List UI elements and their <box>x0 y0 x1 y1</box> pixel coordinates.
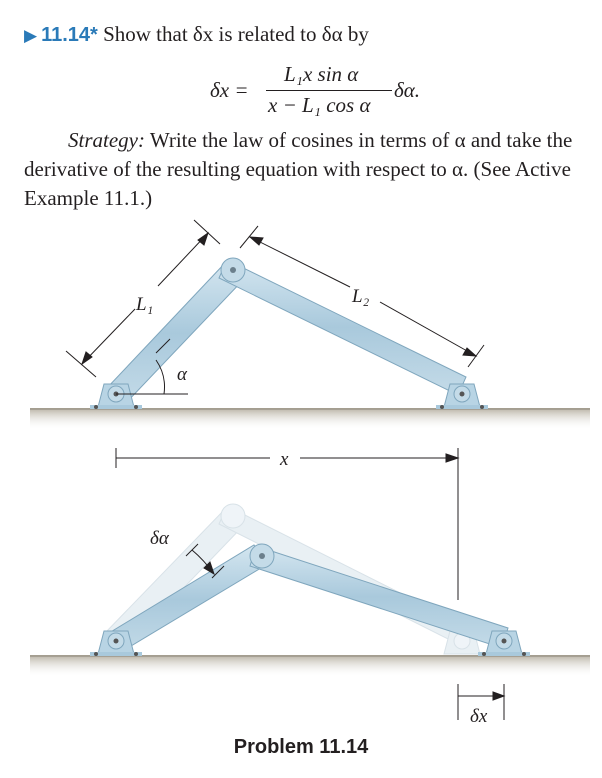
label-dx: δx <box>470 706 488 727</box>
equation-numerator: L₁x sin α <box>284 62 359 86</box>
strategy-label: Strategy: <box>68 128 145 152</box>
bar-l2 <box>219 260 466 395</box>
ground-bottom <box>30 655 590 677</box>
triangle-marker-icon: ▶ <box>24 26 38 46</box>
label-l1: L₁ <box>136 294 154 315</box>
ground-top <box>30 408 590 430</box>
equation-denominator: x − L₁ cos α <box>268 93 371 117</box>
label-x: x <box>280 449 289 470</box>
bar-l2-lower <box>250 546 508 648</box>
problem-statement: Show that δx is related to δα by <box>103 22 369 46</box>
label-dalpha: δα <box>150 528 169 549</box>
label-alpha: α <box>177 364 187 385</box>
equation-lhs: δx = <box>210 78 249 102</box>
strategy-text: Write the law of cosines in terms of α and take the derivative of the resulting equation with respect to α. (See Active Example 11.1.) <box>24 128 573 210</box>
figure-caption: Problem 11.14 <box>233 736 369 758</box>
problem-number: 11.14* <box>41 24 98 46</box>
equation-rhs: δα. <box>394 78 421 102</box>
label-l2: L₂ <box>352 286 370 307</box>
